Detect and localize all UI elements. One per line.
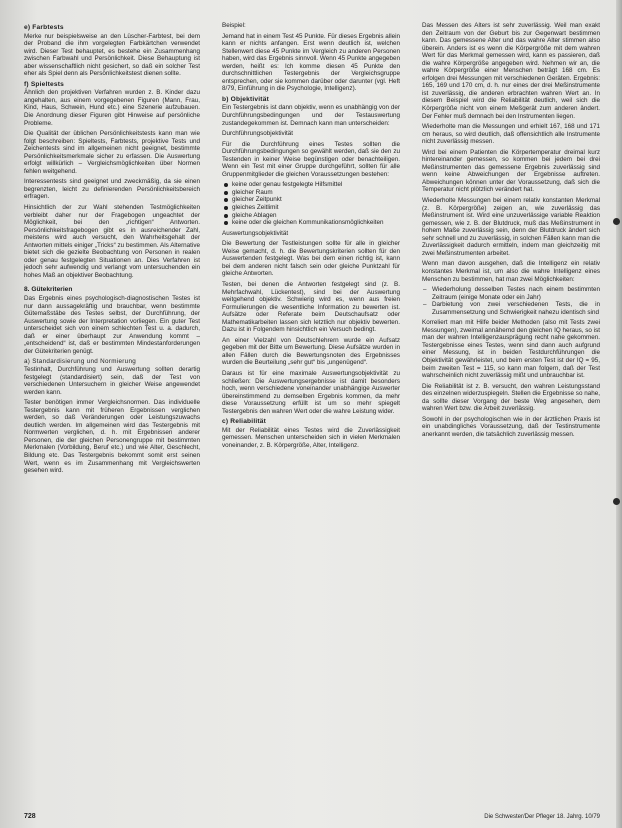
paragraph: Durchführungsobjektivität bbox=[222, 130, 294, 138]
binder-hole-icon bbox=[613, 498, 620, 505]
paragraph: Hinsichtlich der zur Wahl stehenden Testmöglichkeiten verbleibt daher nur der Fragebogen ungeachtet der Möglichkeit, bei den „richtigen“ Antworten. Persönlichkeitsfragebogen gibt es in ausreichender Zahl, meistens wird auch versucht, den Wahrheitsgehalt der Antworten mittels einiger „Tricks“ zu bestimmen. Als Alternative bietet sich die gezielte Beobachtung von Personen in realen oder genau festgelegten Situationen an. Dies Verfahren ist jedoch sehr aufwendig und verlangt vom untersuchenden ein hohes Maß an objektiver Beobachtung. bbox=[24, 204, 200, 279]
text-column-3 bbox=[422, 22, 600, 812]
dash-list bbox=[422, 286, 600, 316]
subheading: c) Reliabilität bbox=[222, 418, 267, 426]
paragraph: Wenn man davon ausgehen, daß die Intelligenz ein relativ konstantes Merkmal ist, um also die wahre Intelligenz eines Menschen zu bestimmen, hat man zwei Möglichkeiten: bbox=[422, 260, 600, 283]
paragraph: Merke nur beispielsweise an den Lüscher-Farbtest, bei dem der Proband die ihm vorgelegten Farbkärtchen verwendet wird. Dieser Test behauptet, es bestehe ein Zusammenhang zwischen Farbwahl und Persönlichkeit. Diese Behauptung ist aber wissenschaftlich nicht gesichert, so daß ein solcher Test eher als Spiel denn als Persönlichkeitstest dienen sollte. bbox=[24, 32, 200, 78]
paragraph: Ähnlich den projektiven Verfahren wurden z. B. Kinder dazu angehalten, aus einem vorgegebenen Figuren (Mann, Frau, Kind, Haus, Schwein, Hund etc.) eine Szenerie aufzubauen. Die Anordnung dieser Figuren gibt Hinweise auf persönliche Probleme. bbox=[24, 89, 200, 127]
paragraph: Die Bewertung der Testleistungen sollte für alle in gleicher Weise gemacht, d. h. die Bewertungskriterien sollten für den Auswertenden festgelegt. Was bei dem einen richtig ist, kann bei dem anderen nicht falsch sein oder gleiche Punktzahl für gleiche Antworten. bbox=[222, 240, 400, 278]
subheading: b) Objektivität bbox=[222, 95, 269, 103]
paragraph: Tester benötigen immer Vergleichsnormen. Das individuelle Testergebnis kann mit früheren Ergebnissen verglichen werden, so daß Veränderungen oder Leistungszuwachs deutlich werden. Im allgemeinen wird das Testergebnis mit Normwerten verglichen, d. h. mit Ergebnissen anderer Personen, die der gleichen Personengruppe mit bestimmten Merkmalen (Vorbildung, Beruf etc.) und wie Alter, Geschlecht, Bildung etc. Das Testergebnis bekommt somit erst seinen Wert, wenn es im Zusammenhang mit Vergleichswerten gesehen wird. bbox=[24, 399, 200, 475]
paragraph: Testinhalt, Durchführung und Auswertung sollten derartig festgelegt (standardisiert) sein, daß der Test von verschiedenen Untersuchern in gleicher Weise angewendet werden kann. bbox=[24, 365, 200, 396]
page-number: 728 bbox=[24, 813, 36, 820]
paragraph: Korreliert man mit Hilfe beider Methoden (also mit Tests zwei Messungen), zweimal annähernd den gleichen IQ heraus, so ist man der wahren Intelligenzausprägung recht nahe gekommen. Testergebnisse eines Testes, wenn sind dann auch aufgrund einer Messung, ist in beiden Testdurchführungen die Objektivität gewährleistet, und beim ersten Test ist der IQ = 95, beim zweiten Test = 115, so kann man folgern, daß der Test wahrscheinlich nicht zuverlässig mißt und unbrauchbar ist. bbox=[422, 319, 600, 380]
journal-footer: Die Schwester/Der Pfleger 18. Jahrg. 10/79 bbox=[484, 814, 600, 820]
paragraph: Daraus ist für eine maximale Auswertungsobjektivität zu schließen: Die Auswertungsergebnisse ist damit besonders hoch, wenn verschiedene voneinander unabhängige Auswerter übereinstimmend zu demselben Ergebnis kommen, da mehr diese Voraussetzung erfüllt ist um so mehr spiegelt Testergebnis den wahren Wert oder die wahre Leistung wider. bbox=[222, 369, 400, 415]
subheading: a) Standardisierung und Normierung bbox=[24, 358, 137, 366]
paragraph: Wiederholte man die Messungen und erhielt 167, 168 und 171 cm heraus, so wird deutlich, daß offensichtlich alle Instrumente nicht zuverlässig messen. bbox=[422, 123, 600, 146]
subheading: f) Spieltests bbox=[24, 80, 64, 88]
paragraph: Mit der Reliabilität eines Testes wird die Zuverlässigkeit gemessen. Menschen unterscheiden sich in vielen Merkmalen voneinander, z. B. Körpergröße, Alter, Intelligenz. bbox=[222, 426, 400, 449]
paragraph: An einer Vielzahl von Deutschlehrern wurde ein Aufsatz gegeben mit der Bitte um Bewertung. Diese Aufsätze wurden in allen Fällen durch die Bewertungsnoten des Ergebnisses wurden die Beurteilung „sehr gut“ bis „ungenügend“. bbox=[222, 336, 400, 367]
paragraph: Sowohl in der psychologischen wie in der ärztlichen Praxis ist ein unabdingliches Voraussetzung, daß der Testinstrumente anerkannt werden, die tatsächlich zuverlässig messen. bbox=[422, 415, 600, 438]
paragraph: Jemand hat in einem Test 45 Punkte. Für dieses Ergebnis allein kann er nichts anfangen. Erst wenn deutlich ist, welchen Stellenwert diese 45 Punkte im Vergleich zu anderen Personen haben, wird das Ergebnis sinnvoll. Wenn 45 Punkte angegeben werden, heißt es: Ich komme diesen 45 Punkte den durchschnittlichen Testergebnis der Vergleichsgruppe entsprechen, oder sie kommen darüber oder darunter (vgl. Heft 8/79, Einführung in die Psychologie, Intelligenz). bbox=[222, 32, 400, 93]
paragraph: Auswertungsobjektivität bbox=[222, 229, 289, 237]
bullet-list bbox=[222, 181, 400, 226]
section-heading: 8. Gütekriterien bbox=[24, 285, 73, 293]
text-column-2 bbox=[222, 22, 400, 812]
paragraph: Wird bei einem Patienten die Körpertemperatur dreimal kurz hintereinander gemessen, so kommen bei jedem bei drei Meßinstrumenten das gemessene Ergebnis zuverlässig sind wenn keine Abweichungen der Ergebnisse auftreten. Abweichungen können unter der Voraussetzung, daß sich die Temperatur nicht plötzlich verändert hat. bbox=[422, 148, 600, 194]
list-item: – Darbietung von zwei verschiedenen Tests, die in Zusammensetzung und Schwierigkeit nahezu identisch sind bbox=[432, 301, 600, 316]
paragraph: Für die Durchführung eines Testes sollten die Durchführungsbedingungen so gewählt werden, daß sie den zu Testenden in keiner Weise begünstigen oder benachteiligen. Wenn ein Test mit einer Gruppe durchgeführt, sollten für alle Gruppenmitglieder die gleichen Voraussetzungen bestehen: bbox=[222, 140, 400, 178]
paragraph: Die Reliabilität ist z. B. versucht, den wahren Leistungsstand des einzelnen widerzuspiegeln. Stellen die Ergebnisse so nahe, da sollte dieser Vorgang der beste Weg angesehen, dem wahren Wert bzw. die Arbeit zuverlässig. bbox=[422, 382, 600, 413]
subheading: e) Farbtests bbox=[24, 24, 64, 31]
list-item: gleiches Zeitlimit bbox=[232, 204, 400, 212]
binding-edge bbox=[616, 0, 622, 828]
text-column-1 bbox=[24, 22, 200, 812]
paragraph: Beispiel: bbox=[222, 22, 246, 29]
paragraph: Die Qualität der üblichen Persönlichkeitstests kann man wie folgt beschreiben: Spieltests, Farbtests, projektive Tests und Zeichentests sind im allgemeinen nicht geeignet, bestimmte Persönlichkeitsmerkmale sicher zu erfassen. Die Auswertung erfolgt willkürlich – Vergleichsmöglichkeiten über Normen fehlen weitgehend. bbox=[24, 130, 200, 175]
paragraph: Ein Testergebnis ist dann objektiv, wenn es unabhängig von der Durchführungsbedingungen und der Testauswertung zustandegekommen ist. Demnach kann man unterscheiden: bbox=[222, 104, 400, 127]
paragraph: Das Messen des Alters ist sehr zuverlässig. Weil man exakt den Zeitraum von der Geburt bis zur Gegenwart bestimmen kann. Das gemessene Alter und das wahre Alter stimmen also überein. Anders ist es wenn die Körpergröße mit dem wahren Wert für das Merkmal gemessen wird, kann es passieren, daß die wahre Körpergröße angegeben wird. Nehmen wir an, die wahre Körpergröße einer Menschen beträgt 168 cm. Es erfolgen drei Messungen mit verschiedenen Geräten. Ergebnis: 165, 169 und 170 cm, d. h. nur eines der drei Meßinstrumente ist zuverlässig, die anderen erbrachten wahren Wert an. In diesem Beispiel wird die Reliabilität deutlich, weil sich die Körpergröße nicht von einem Meßgerät zum anderen ändert. Der Fehler muß demnach bei den Instrumenten liegen. bbox=[422, 22, 600, 120]
list-item: gleicher Zeitpunkt bbox=[232, 196, 400, 204]
paragraph: Interessentests sind geeignet und zweckmäßig, da sie einen begrenzten, leicht zu definierenden Persönlichkeitsbereich erfragen. bbox=[24, 178, 200, 201]
list-item: keine oder genau festgelegte Hilfsmittel bbox=[232, 181, 400, 189]
list-item: gleicher Raum bbox=[232, 189, 400, 197]
paragraph: Wiederholte Messungen bei einem relativ konstanten Merkmal (z. B. Körpergröße) zeigen an, wie zuverlässig das Meßinstrument ist. Wird eine unzuverlässige variable Reaktion gemessen, wie z. B. der Blutdruck, muß das Meßinstrument in hohem Maße zuverlässig sein, denn der Blutdruck ändert sich sehr schnell und zu zuverlässig, in solchen Fällen kann man die Zuverlässigkeit dadurch ermitteln, indem man gleichzeitig mit zwei Meßinstrumenten arbeitet. bbox=[422, 197, 600, 257]
list-item: keine oder die gleichen Kommunikationsmöglichkeiten bbox=[232, 219, 400, 227]
paragraph: Testen, bei denen die Antworten festgelegt sind (z. B. Mehrfachwahl, Lückentest), sind bei der Auswertung weitgehend objektiv. Schwierig wird es, wenn aus freien Formulierungen die wesentliche Information zu bewerten ist. Aufsätze oder Referate beim Deutschaufsatz oder Mathematikarbeiten lassen sich letztlich nur objektiv bewerten. Dazu ist in Folgendem hinsichtlich ein Versuch bedingt. bbox=[222, 280, 400, 334]
binder-hole-icon bbox=[613, 218, 620, 225]
list-item: – Wiederholung desselben Testes nach einem bestimmten Zeitraum (einige Monate oder ein Jahr) bbox=[432, 286, 600, 301]
paragraph: Das Ergebnis eines psychologisch-diagnostischen Testes ist nur dann aussagekräftig und brauchbar, wenn bestimmte Gütemaßstäbe des Testes selbst, der Durchführung, der Auswertung sowie der Interpretation vorliegen. Ein guter Test unterscheidet sich von einem schlechten Test u. a. dadurch, daß er einer überhaupt zur Anwendung kommt – „entscheidend“ ist, daß er bestimmten Mindestanforderungen der Gütekriterien genügt. bbox=[24, 295, 200, 355]
list-item: gleiche Ablagen bbox=[232, 212, 400, 220]
